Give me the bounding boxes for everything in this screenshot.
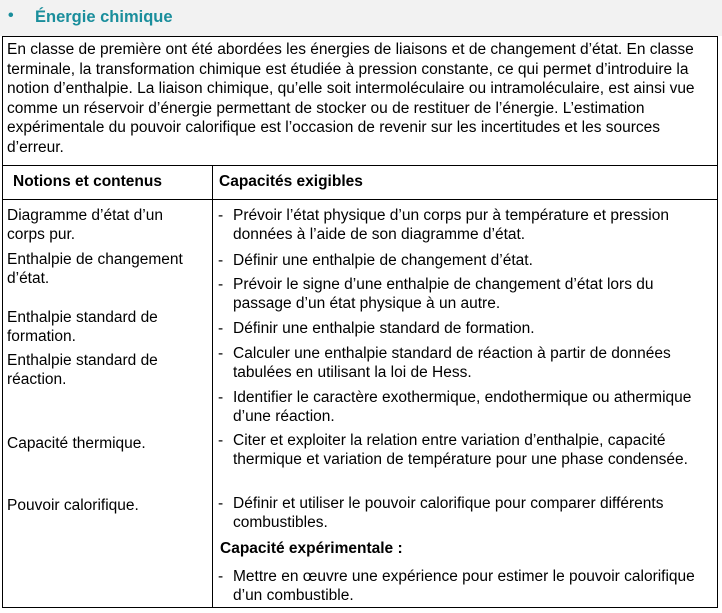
- dash-bullet: -: [218, 495, 224, 512]
- header-notions: Notions et contenus: [13, 173, 162, 190]
- dash-bullet: -: [218, 568, 224, 585]
- intro-paragraph: En classe de première ont été abordées les énergies de liaisons et de changement d’état. En classe terminale, la transformation chimique est étudiée à pression constante, ce qui permet d’introduire la notion d’enthalpie. La liaison chimique, qu’elle soit intermoléculaire ou intramoléculaire, est ainsi vue comme un réservoir d’énergie permettant de stocker ou de restituer de l’énergie. L’estimation expérimentale du pouvoir calorifique est l’occasion de revenir sur les incertitudes et les sources d’erreur.: [7, 41, 695, 156]
- experimental-heading: Capacité expérimentale :: [220, 540, 403, 557]
- notion-item: Enthalpie standard de réaction.: [7, 352, 158, 388]
- capacite-text: Identifier le caractère exothermique, endothermique ou athermique d’une réaction.: [233, 389, 692, 425]
- capacite-text: Prévoir l’état physique d’un corps pur à température et pression données à l’aide de son diagramme d’état.: [233, 207, 669, 243]
- dash-bullet: -: [218, 252, 224, 269]
- capacite-text: Prévoir le signe d’une enthalpie de changement d’état lors du passage d’un état physique à un autre.: [233, 276, 654, 312]
- intro-divider: [2, 165, 718, 166]
- dash-bullet: -: [218, 207, 224, 224]
- capacite-text: Calculer une enthalpie standard de réaction à partir de données tabulées en utilisant la loi de Hess.: [233, 345, 671, 381]
- dash-bullet: -: [218, 432, 224, 449]
- section-title: Énergie chimique: [35, 8, 173, 26]
- experimental-text: Mettre en œuvre une expérience pour estimer le pouvoir calorifique d’un combustible.: [233, 568, 695, 604]
- header-capacites: Capacités exigibles: [219, 173, 363, 190]
- header-divider: [2, 199, 718, 200]
- notion-item: Enthalpie standard de formation.: [7, 309, 158, 345]
- capacite-text: Définir une enthalpie de changement d’état.: [233, 252, 533, 269]
- dash-bullet: -: [218, 345, 224, 362]
- dash-bullet: -: [218, 276, 224, 293]
- notion-item: Capacité thermique.: [7, 435, 146, 452]
- capacite-item: [218, 275, 714, 313]
- section-heading: [0, 0, 722, 36]
- dash-bullet: -: [218, 389, 224, 406]
- capacite-item: [218, 431, 714, 469]
- capacite-item: [218, 388, 714, 426]
- capacite-text: Définir et utiliser le pouvoir calorifique pour comparer différents combustibles.: [233, 495, 664, 531]
- capacite-text: Définir une enthalpie standard de formation.: [233, 320, 535, 337]
- capacite-text: Citer et exploiter la relation entre variation d’enthalpie, capacité thermique et variation de température pour une phase condensée.: [233, 432, 688, 468]
- column-divider: [212, 166, 213, 608]
- capacite-item: [218, 319, 714, 338]
- notion-item: Enthalpie de changement d’état.: [7, 251, 183, 287]
- experimental-item: [218, 567, 714, 605]
- notion-item: Pouvoir calorifique.: [7, 497, 139, 514]
- bullet-icon: •: [8, 7, 14, 24]
- capacite-item: [218, 206, 714, 244]
- capacite-item: [218, 251, 714, 270]
- dash-bullet: -: [218, 320, 224, 337]
- notion-item: Diagramme d’état d’un corps pur.: [7, 207, 163, 243]
- capacite-item: [218, 494, 714, 532]
- capacite-item: [218, 344, 714, 382]
